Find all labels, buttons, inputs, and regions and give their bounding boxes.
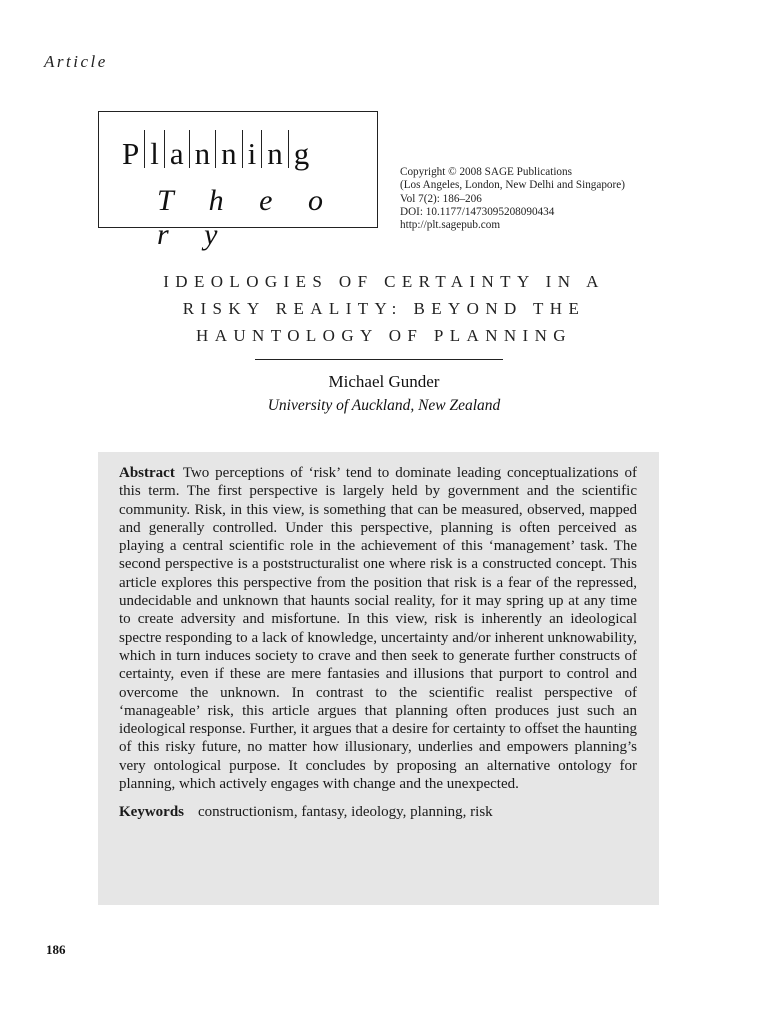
abstract-text: Two perceptions of ‘risk’ tend to dominate leading conceptualizations of this term. The first perspective is largely held by government and the scientific community. Risk, in this view, is something that can be measured, observed, mapped and generally controlled. Under this perspective, planning is often perceived as playing a central scientific role in the achievement of this ‘management’ task. The second perspective is a poststructuralist one where risk is a constructed concept. This article explores this perspective from the position that risk is a fear of the repressed, undecidable and unknown that haunts social reality, for it may spring up at any time to create adversity and misfortune. In this view, risk is inherently an ideological spectre responding to a lack of knowledge, uncertainty and/or inherent unknowability, which in turn induces society to crave and then seek to generate further constructs of certainty, even if these are mere fantasies and illusions that purport to control and overcome the unknown. In contrast to the scientific realist perspective of ‘manageable’ risk, this article argues that planning often produces just such an ideological response. Further, it argues that a desire for certainty to offset the haunting of this risky future, no matter how illusionary, underlies and empowers planning’s very ontological purpose. It concludes by proposing an alternative ontology for planning, which actively engages with change and the unexpected. xyxy=(119,465,637,793)
publication-info xyxy=(400,166,625,232)
page-number: 186 xyxy=(46,942,66,957)
journal-name xyxy=(117,130,314,172)
title-line: HAUNTOLOGY OF PLANNING xyxy=(196,326,572,345)
journal-logo xyxy=(98,111,378,251)
journal-letter: n xyxy=(221,136,237,171)
article-type-label: Article xyxy=(44,52,108,71)
keywords-label: Keywords xyxy=(119,804,184,821)
title-line: IDEOLOGIES OF CERTAINTY IN A xyxy=(163,272,605,291)
journal-letter: l xyxy=(150,136,159,171)
journal-letter: n xyxy=(194,136,211,171)
abstract-body xyxy=(119,464,637,793)
copyright-line: Copyright © 2008 SAGE Publications xyxy=(400,166,572,178)
journal-letter: P xyxy=(122,136,140,171)
locations-line: (Los Angeles, London, New Delhi and Singapore) xyxy=(400,179,625,192)
journal-letter: n xyxy=(267,136,283,171)
abstract-label: Abstract xyxy=(119,465,175,481)
keywords-text: constructionism, fantasy, ideology, planning, risk xyxy=(198,804,493,821)
journal-letter: a xyxy=(169,136,184,171)
abstract-panel xyxy=(98,452,659,905)
journal-letter: g xyxy=(293,136,310,171)
journal-subtitle: T h e o r y xyxy=(157,184,337,251)
keywords xyxy=(119,803,637,821)
volume-line: Vol 7(2): 186–206 xyxy=(400,192,482,205)
article-title xyxy=(100,268,668,349)
title-divider xyxy=(255,359,503,360)
journal-letter: i xyxy=(247,136,257,171)
doi-line: DOI: 10.1177/1473095208090434 xyxy=(400,205,555,218)
author-affiliation: University of Auckland, New Zealand xyxy=(267,397,501,414)
author-name: Michael Gunder xyxy=(328,372,440,391)
title-line: RISKY REALITY: BEYOND THE xyxy=(182,299,586,318)
journal-url[interactable]: http://plt.sagepub.com xyxy=(400,219,501,232)
